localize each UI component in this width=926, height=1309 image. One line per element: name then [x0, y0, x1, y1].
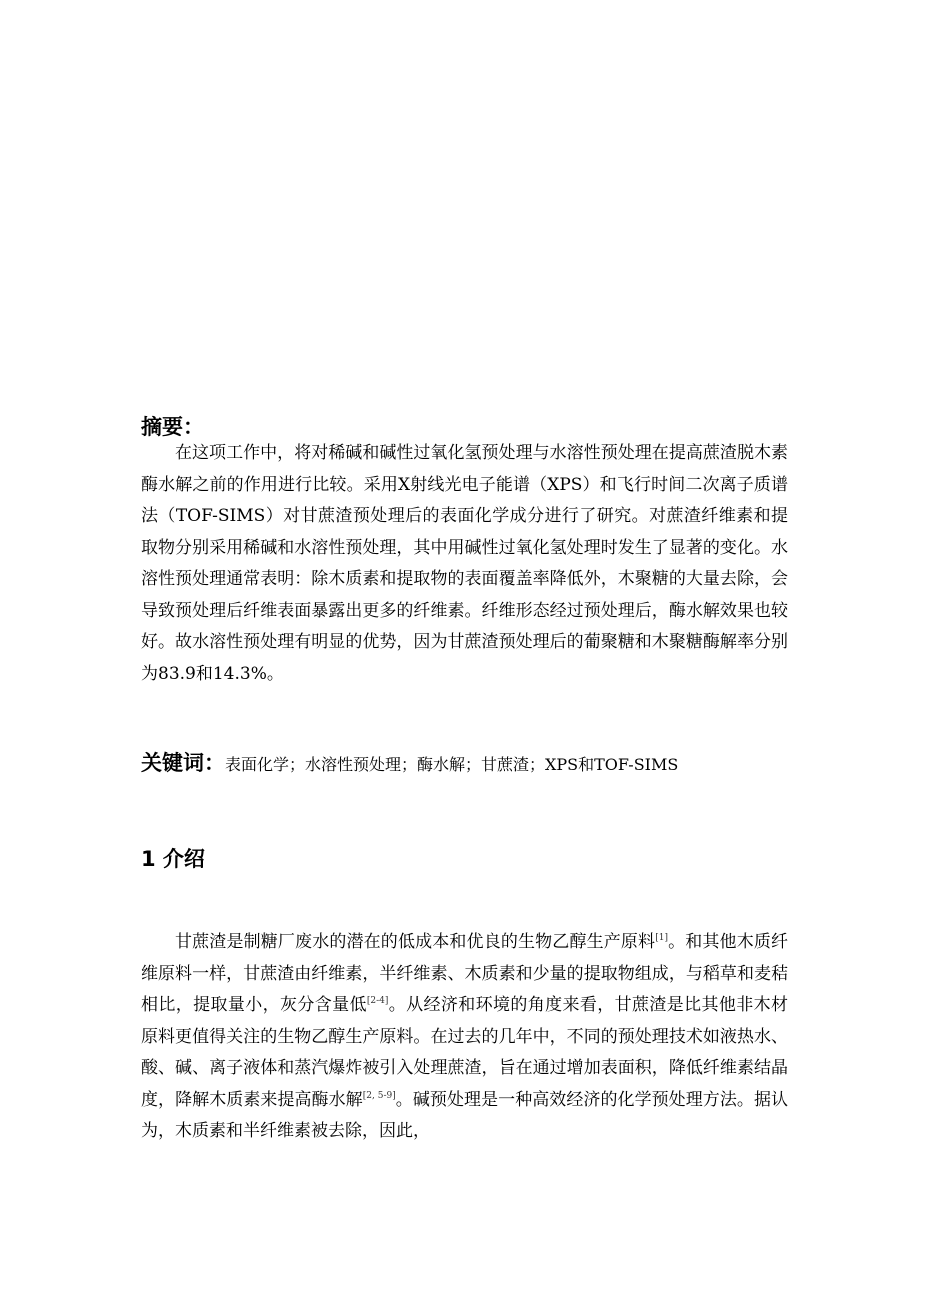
- citation-1: [1]: [655, 933, 668, 943]
- intro-text-3: 。从经济和环境的角度来看，甘蔗渣是比其他非木材原料更值得关注的生物乙醇生产原料。在过去的几年中，不同的预处理技术如液热水、酸、碱、离子液体和蒸汽爆炸被引入处理蔗渣，旨在通过增加表面积，降低纤维素结晶度，降解木质素来提高酶水解: [141, 995, 789, 1110]
- section-heading: 1 介绍: [141, 847, 205, 871]
- abstract-paragraph: 在这项工作中，将对稀碱和碱性过氧化氢预处理与水溶性预处理在提高蔗渣脱木素酶水解之前的作用进行比较。采用X射线光电子能谱（XPS）和飞行时间二次离子质谱法（TOF-SIMS）对甘蔗渣预处理后的表面化学成分进行了研究。对蔗渣纤维素和提取物分别采用稀碱和水溶性预处理，其中用碱性过氧化氢处理时发生了显著的变化。水溶性预处理通常表明：除木质素和提取物的表面覆盖率降低外，木聚糖的大量去除，会导致预处理后纤维表面暴露出更多的纤维素。纤维形态经过预处理后，酶水解效果也较好。故水溶性预处理有明显的优势，因为甘蔗渣预处理后的葡聚糖和木聚糖酶解率分别为83.9和14.3%。: [141, 443, 788, 684]
- intro-text-2: 。和其他木质纤维原料一样，甘蔗渣由纤维素，半纤维素、木质素和少量的提取物组成，与稻草和麦秸相比，提取量小，灰分含量低: [141, 932, 789, 1015]
- citation-2: [2-4]: [366, 996, 389, 1006]
- keywords-label: 关键词：: [141, 751, 225, 775]
- intro-text-1: 甘蔗渣是制糖厂废水的潜在的低成本和优良的生物乙醇生产原料: [175, 932, 656, 952]
- citation-3: [2, 5-9]: [362, 1090, 396, 1101]
- intro-paragraph: [141, 927, 788, 1148]
- intro-text-4: 。碱预处理是一种高效经济的化学预处理方法。据认为，木质素和半纤维素被去除，因此，: [141, 1089, 789, 1141]
- abstract-heading: 摘要：: [141, 415, 204, 439]
- keywords-text: 表面化学；水溶性预处理；酶水解；甘蔗渣；XPS和TOF-SIMS: [225, 755, 679, 774]
- keywords-line: [141, 748, 678, 780]
